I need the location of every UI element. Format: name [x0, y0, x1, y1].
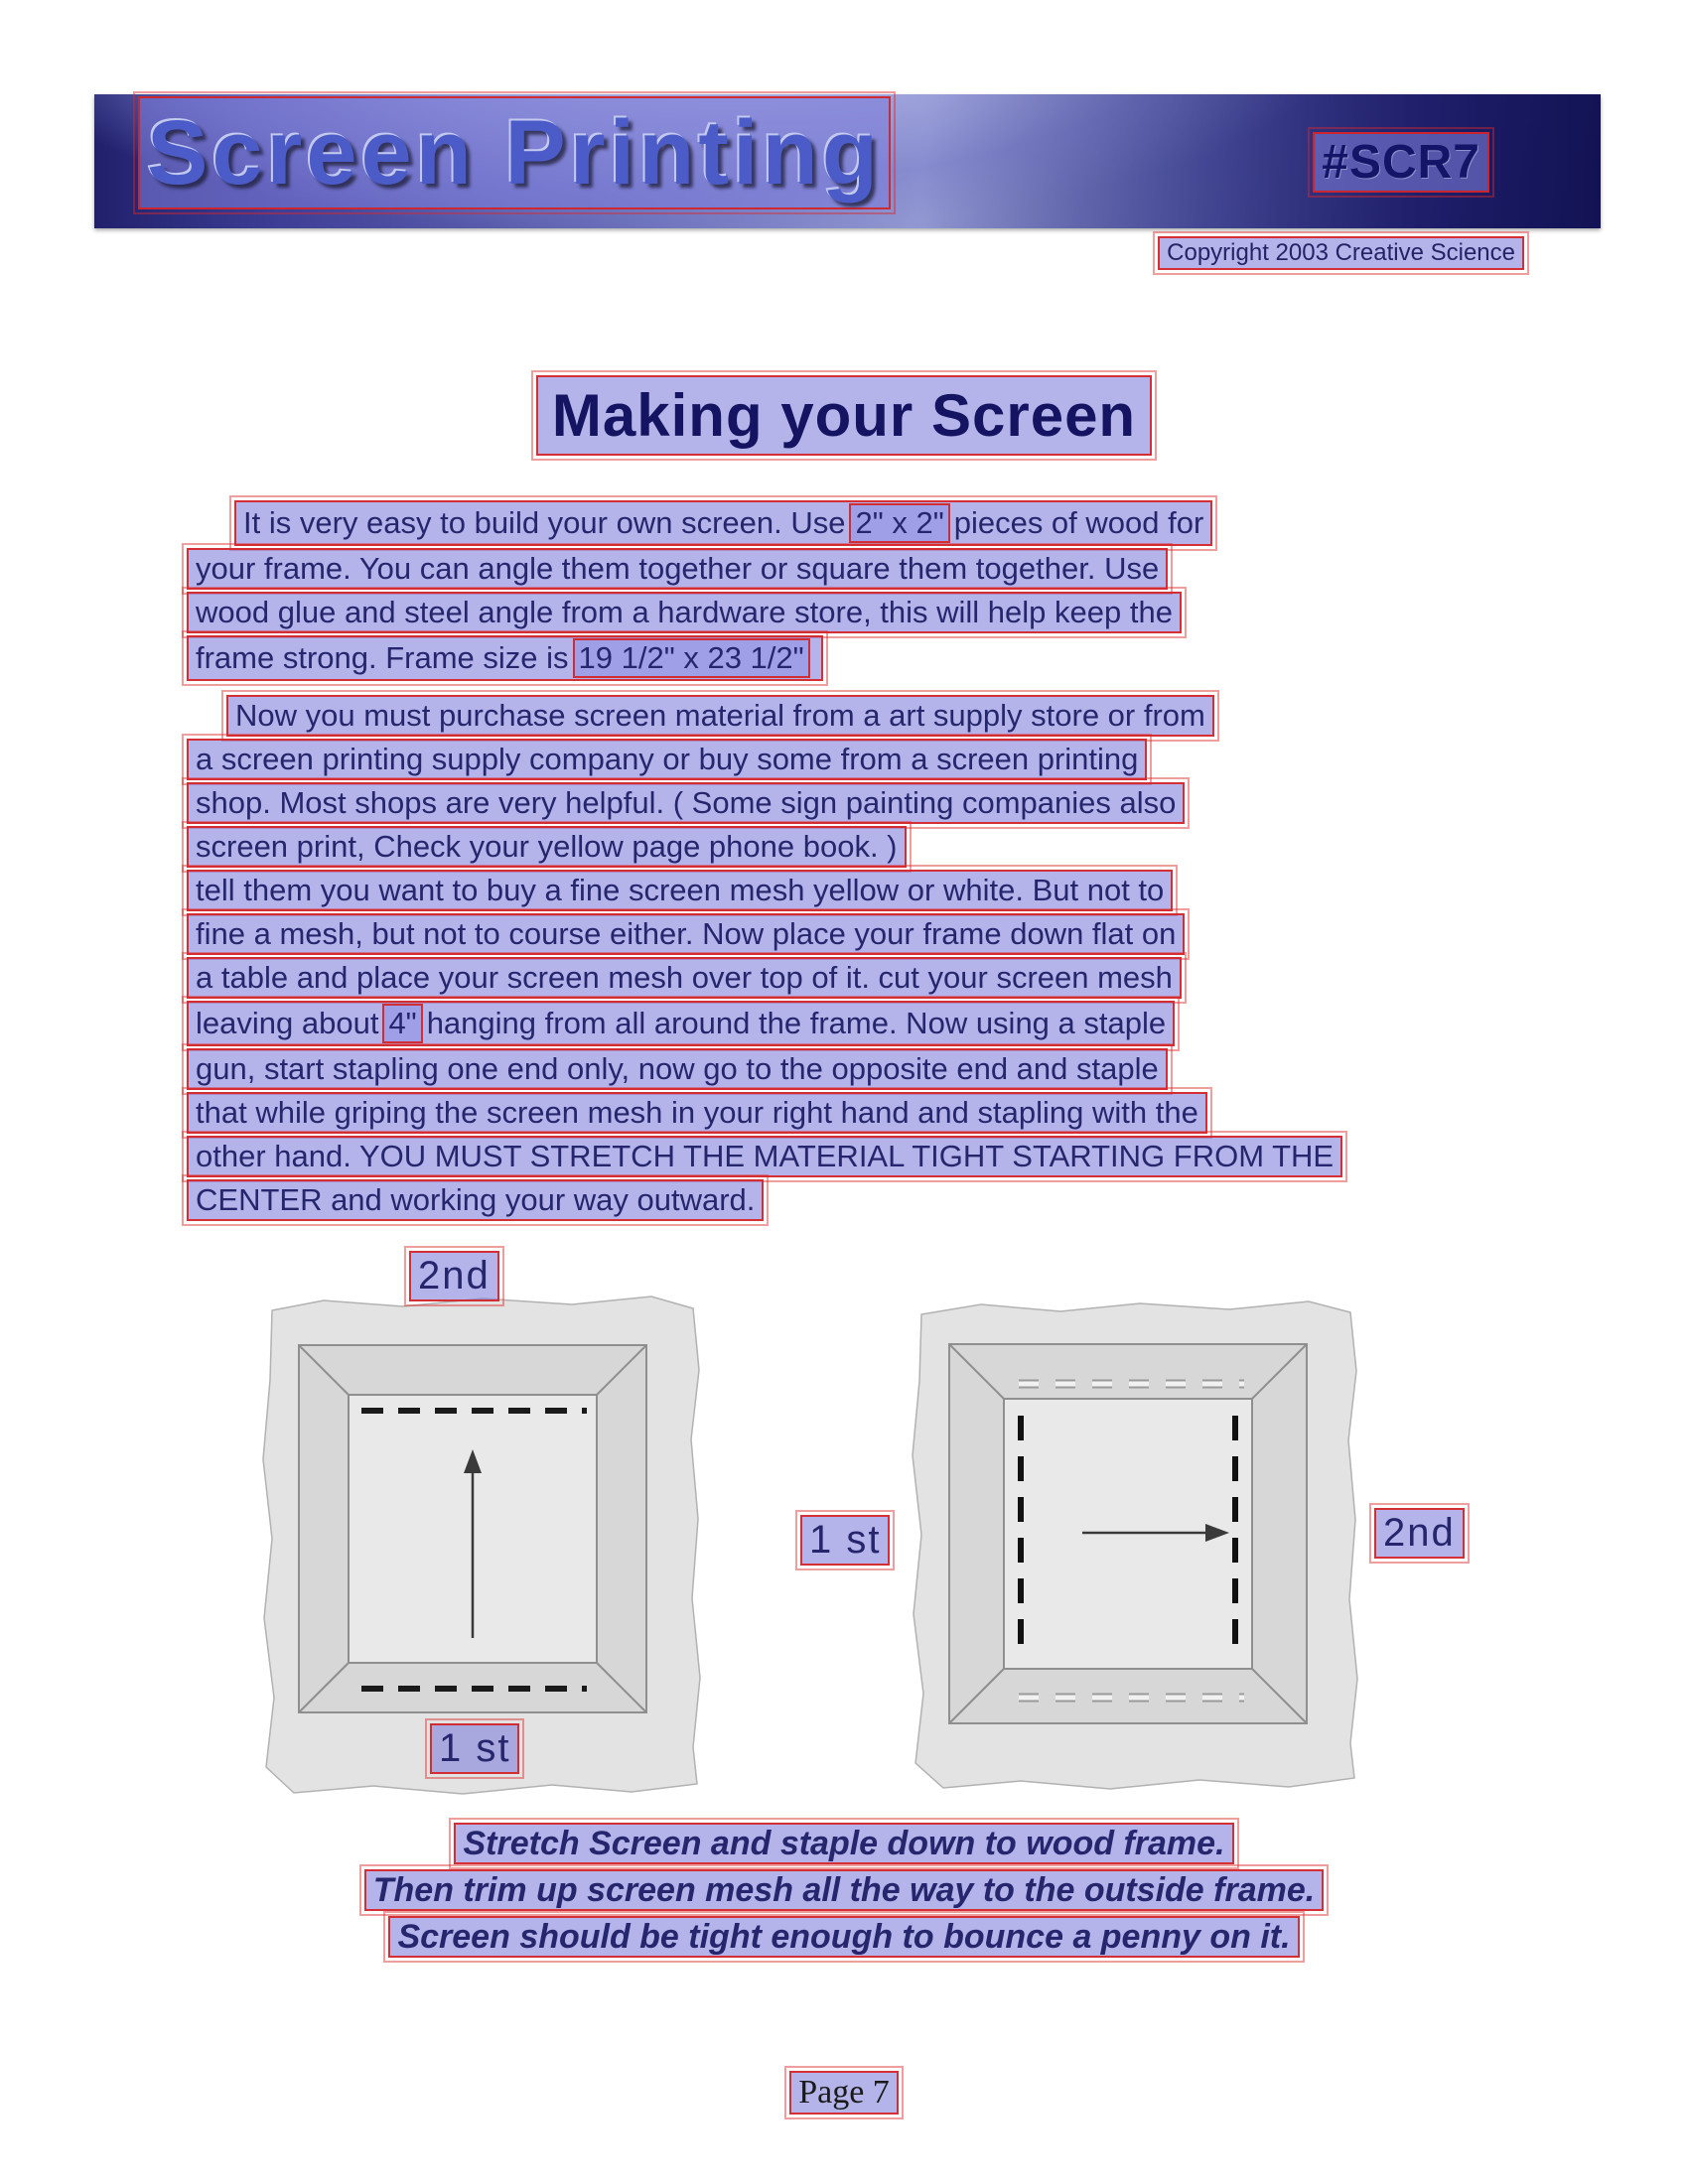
- diagram-staple-horizontal: [902, 1297, 1368, 1798]
- copyright-text: Copyright 2003 Creative Science: [1158, 236, 1524, 270]
- label-2nd-right: 2nd: [1374, 1508, 1465, 1559]
- page-title-row: [0, 375, 1688, 456]
- text-line: [234, 500, 1212, 546]
- text-line: [187, 635, 1212, 681]
- text-line-highlight: wood glue and steel angle from a hardware store, this will help keep the: [187, 592, 1182, 633]
- text-line: [187, 870, 1342, 911]
- caption-line-highlight: Stretch Screen and staple down to wood frame.: [454, 1823, 1233, 1864]
- text-line-highlight: gun, start stapling one end only, now go to the opposite end and staple: [187, 1048, 1168, 1090]
- text-line-highlight: shop. Most shops are very helpful. ( Some sign painting companies also: [187, 782, 1185, 824]
- text-line: [187, 913, 1342, 955]
- text-line-highlight: Now you must purchase screen material from a art supply store or from: [226, 695, 1214, 737]
- caption-line-highlight: Then trim up screen mesh all the way to the outside frame.: [364, 1869, 1324, 1911]
- text-line: [187, 826, 1342, 868]
- text-line: [187, 1136, 1342, 1177]
- text-line: [187, 782, 1342, 824]
- text-line-highlight: CENTER and working your way outward.: [187, 1179, 764, 1221]
- text-line: [187, 592, 1212, 633]
- text-line-highlight: [187, 1001, 1175, 1046]
- text-line: [187, 739, 1342, 780]
- text-line: [187, 548, 1212, 590]
- text-line: [226, 695, 1342, 737]
- text-line: [187, 1001, 1342, 1046]
- measurement-highlight: 19 1/2" x 23 1/2": [573, 638, 810, 678]
- text-segment: pieces of wood for: [953, 505, 1204, 540]
- text-segment: leaving about: [196, 1006, 379, 1040]
- text-line: [187, 957, 1342, 999]
- banner-title: Screen Printing: [138, 96, 891, 209]
- text-line: [187, 1092, 1342, 1134]
- label-1st-left: 1 st: [800, 1515, 890, 1566]
- page-title: Making your Screen: [536, 375, 1152, 456]
- caption-line: [0, 1823, 1688, 1864]
- text-line: [187, 1179, 1342, 1221]
- text-line-highlight: screen print, Check your yellow page phone book. ): [187, 826, 907, 868]
- copyright-row: [1158, 236, 1524, 270]
- paragraph-1: [187, 500, 1212, 683]
- text-line-highlight: that while griping the screen mesh in your right hand and stapling with the: [187, 1092, 1207, 1134]
- text-segment: It is very easy to build your own screen. Use: [243, 505, 846, 540]
- label-1st-bottom: 1 st: [430, 1723, 519, 1774]
- text-line-highlight: a table and place your screen mesh over top of it. cut your screen mesh: [187, 957, 1182, 999]
- header-banner: [94, 94, 1601, 228]
- diagram-right-illustration: [902, 1297, 1368, 1793]
- product-code: #SCR7: [1313, 132, 1489, 193]
- text-line: [187, 1048, 1342, 1090]
- text-line-highlight: your frame. You can angle them together or square them together. Use: [187, 548, 1168, 590]
- label-2nd-top: 2nd: [409, 1251, 499, 1301]
- text-segment: hanging from all around the frame. Now using a staple: [426, 1006, 1167, 1040]
- footer: [0, 2071, 1688, 2115]
- diagram-caption: [0, 1823, 1688, 1963]
- text-line-highlight: tell them you want to buy a fine screen mesh yellow or white. But not to: [187, 870, 1173, 911]
- text-line-highlight: other hand. YOU MUST STRETCH THE MATERIAL TIGHT STARTING FROM THE: [187, 1136, 1342, 1177]
- text-line-highlight: fine a mesh, but not to course either. Now place your frame down flat on: [187, 913, 1185, 955]
- text-line-highlight: [234, 500, 1212, 546]
- text-segment: frame strong. Frame size is: [196, 640, 569, 675]
- paragraph-2: [187, 695, 1342, 1223]
- text-line-highlight: [187, 635, 823, 681]
- measurement-highlight: 2" x 2": [849, 503, 949, 543]
- caption-line: [0, 1916, 1688, 1958]
- text-line-highlight: a screen printing supply company or buy some from a screen printing: [187, 739, 1147, 780]
- measurement-highlight: 4": [382, 1004, 422, 1043]
- caption-line: [0, 1869, 1688, 1911]
- page-number: Page 7: [789, 2071, 899, 2115]
- caption-line-highlight: Screen should be tight enough to bounce a penny on it.: [388, 1916, 1299, 1958]
